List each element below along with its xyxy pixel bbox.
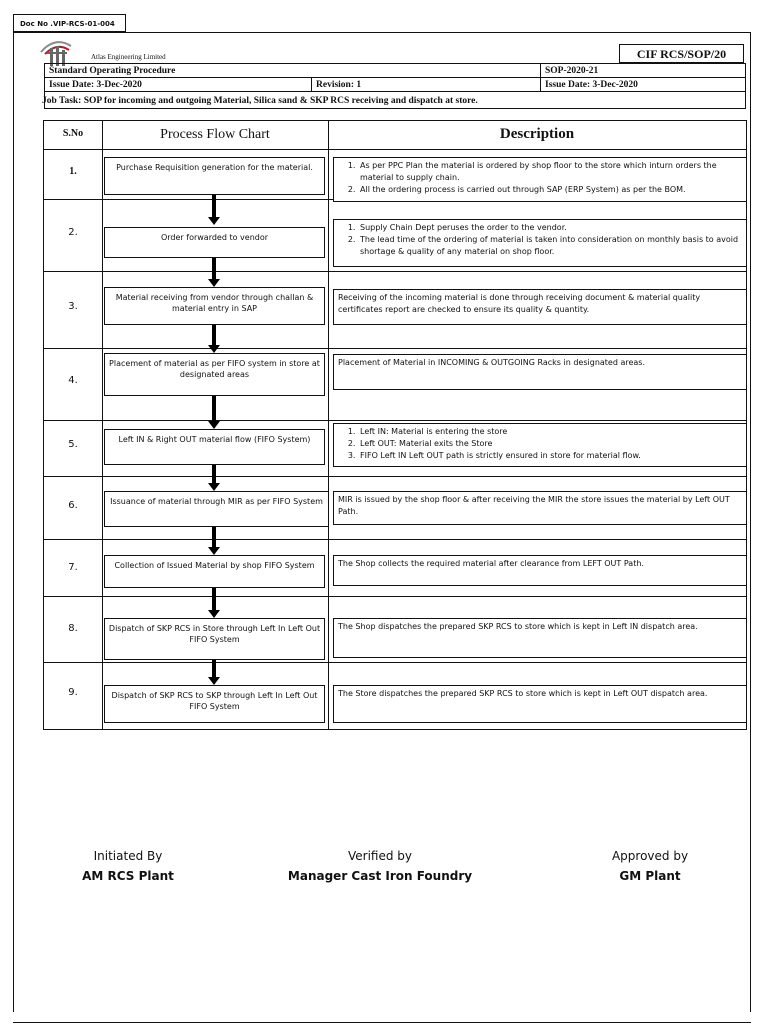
process-step bbox=[104, 685, 325, 723]
step-number: 9. bbox=[68, 687, 78, 698]
step-description bbox=[333, 219, 747, 267]
step-description bbox=[333, 618, 747, 658]
sop-number: SOP-2020-21 bbox=[545, 66, 599, 76]
process-step-label: Dispatch of SKP RCS to SKP through Left In Left Out FIFO System bbox=[111, 691, 318, 711]
process-step bbox=[104, 491, 329, 527]
flow-arrow-head bbox=[208, 217, 220, 225]
flow-arrow-head bbox=[208, 345, 220, 353]
process-step-label: Collection of Issued Material by shop FIFO System bbox=[114, 561, 315, 570]
step-number: 8. bbox=[68, 623, 78, 634]
signature-initiated bbox=[58, 846, 198, 886]
description-item: 3. FIFO Left IN Left OUT path is strictly ensured in store for material flow. bbox=[358, 450, 742, 462]
process-step bbox=[104, 287, 325, 325]
signature-verified bbox=[275, 846, 485, 886]
step-description bbox=[333, 354, 747, 390]
description-item: 2. The lead time of the ordering of material is taken into consideration on monthly basis to avoid shortage & quality of any material on shop floor. bbox=[358, 234, 742, 258]
step-description bbox=[333, 555, 747, 586]
signature-role: Approved by bbox=[611, 849, 689, 863]
process-table bbox=[43, 120, 747, 730]
process-step-label: Placement of material as per FIFO system in store at designated areas bbox=[109, 359, 320, 379]
step-description bbox=[333, 289, 747, 325]
description-item: 1. As per PPC Plan the material is ordered by shop floor to the store which inturn orders the material to supply chain. bbox=[358, 160, 742, 184]
issue-date-left: Issue Date: 3-Dec-2020 bbox=[49, 80, 142, 90]
process-step-label: Left IN & Right OUT material flow (FIFO System) bbox=[118, 435, 311, 444]
process-step-label: Order forwarded to vendor bbox=[160, 233, 269, 242]
step-number: 3. bbox=[68, 301, 78, 312]
footer-line bbox=[13, 1022, 751, 1023]
cif-code: CIF RCS/SOP/20 bbox=[619, 44, 744, 63]
description-text: The Store dispatches the prepared SKP RCS to store which is kept in Left OUT dispatch area. bbox=[338, 689, 708, 698]
flow-arrow bbox=[212, 325, 216, 345]
process-step-label: Issuance of material through MIR as per FIFO System bbox=[110, 497, 323, 506]
process-step-label: Material receiving from vendor through challan & material entry in SAP bbox=[115, 293, 314, 313]
description-item: 1. Left IN: Material is entering the store bbox=[358, 426, 742, 438]
signature-approved bbox=[580, 846, 720, 886]
step-number: 5. bbox=[68, 439, 78, 450]
flow-arrow-head bbox=[208, 610, 220, 618]
step-number: 7. bbox=[68, 562, 78, 573]
revision: Revision: 1 bbox=[316, 80, 362, 90]
flow-arrow bbox=[212, 588, 216, 610]
description-text: Receiving of the incoming material is done through receiving document & material quality certificates report are checked to ensure its quality & quantity. bbox=[338, 293, 701, 314]
flow-arrow bbox=[212, 527, 216, 547]
flow-arrow bbox=[212, 258, 216, 279]
description-item: 2. All the ordering process is carried out through SAP (ERP System) as per the BOM. bbox=[358, 184, 742, 196]
description-text: Placement of Material in INCOMING & OUTGOING Racks in designated areas. bbox=[338, 358, 646, 367]
signature-role: Verified by bbox=[347, 849, 413, 863]
step-description bbox=[333, 685, 747, 723]
doc-number: Doc No .VIP-RCS-01-004 bbox=[13, 14, 126, 32]
header-sno: S.No bbox=[62, 128, 84, 139]
process-step bbox=[104, 555, 325, 588]
step-description bbox=[333, 423, 747, 467]
flow-arrow-head bbox=[208, 279, 220, 287]
step-number: 2. bbox=[68, 227, 78, 238]
process-step bbox=[104, 227, 325, 258]
signature-role: Initiated By bbox=[93, 849, 163, 863]
signature-name: GM Plant bbox=[619, 869, 681, 883]
process-step bbox=[104, 618, 325, 660]
description-text: MIR is issued by the shop floor & after receiving the MIR the store issues the material by Left OUT Path. bbox=[338, 495, 730, 516]
description-text: The Shop collects the required material after clearance from LEFT OUT Path. bbox=[338, 559, 644, 568]
step-description bbox=[333, 491, 747, 525]
description-item: 2. Left OUT: Material exits the Store bbox=[358, 438, 742, 450]
process-step bbox=[104, 353, 325, 396]
process-step-label: Purchase Requisition generation for the material. bbox=[116, 163, 313, 172]
step-number: 6. bbox=[68, 500, 78, 511]
header-description: Description bbox=[499, 126, 575, 142]
flow-arrow-head bbox=[208, 547, 220, 555]
sop-title: Standard Operating Procedure bbox=[49, 66, 176, 76]
description-item: 1. Supply Chain Dept peruses the order to the vendor. bbox=[358, 222, 742, 234]
job-task: Job Task: SOP for incoming and outgoing Material, Silica sand & SKP RCS receiving and dispatch at store. bbox=[42, 96, 478, 106]
process-step-label: Dispatch of SKP RCS in Store through Left In Left Out FIFO System bbox=[108, 624, 321, 644]
flow-arrow bbox=[212, 396, 216, 421]
flow-arrow bbox=[212, 465, 216, 483]
issue-date-right: Issue Date: 3-Dec-2020 bbox=[545, 80, 638, 90]
signature-name: AM RCS Plant bbox=[82, 869, 174, 883]
company-name: Atlas Engineering Limited bbox=[91, 53, 166, 61]
header-process: Process Flow Chart bbox=[160, 127, 270, 142]
signature-name: Manager Cast Iron Foundry bbox=[287, 869, 473, 883]
description-text: The Shop dispatches the prepared SKP RCS to store which is kept in Left IN dispatch area. bbox=[338, 622, 698, 631]
flow-arrow-head bbox=[208, 483, 220, 491]
flow-arrow-head bbox=[208, 677, 220, 685]
process-step bbox=[104, 157, 325, 195]
flow-arrow bbox=[212, 195, 216, 217]
flow-arrow-head bbox=[208, 421, 220, 429]
step-description bbox=[333, 157, 747, 202]
step-number: 4. bbox=[68, 375, 78, 386]
process-step bbox=[104, 429, 325, 465]
flow-arrow bbox=[212, 660, 216, 677]
step-number: 1. bbox=[69, 166, 77, 177]
